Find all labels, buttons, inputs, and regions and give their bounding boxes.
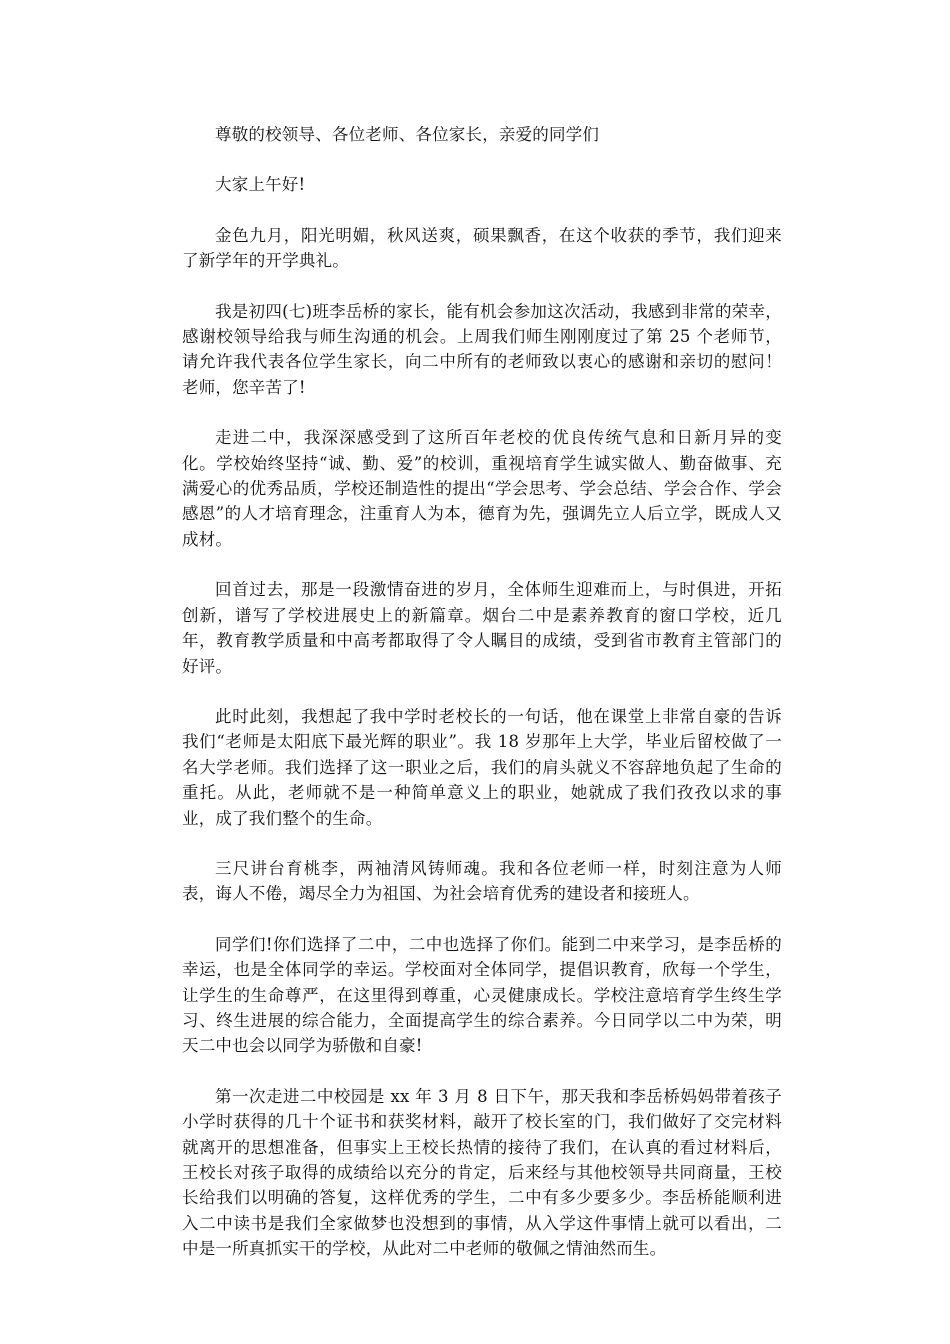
paragraph: 回首过去，那是一段激情奋进的岁月，全体师生迎难而上，与时俱进，开拓创新，谱写了学校进展史上的新篇章。烟台二中是素养教育的窗口学校，近几年，教育教学质量和中高考都取得了令人瞩目的成绩，受到省市教育主管部门的好评。	[182, 580, 782, 676]
document-page	[182, 122, 782, 1287]
paragraph: 同学们!你们选择了二中，二中也选择了你们。能到二中来学习，是李岳桥的幸运，也是全体同学的幸运。学校面对全体同学，提倡识教育，欣每一个学生，让学生的生命尊严，在这里得到尊重，心灵健康成长。学校注意培育学生终生学习、终生进展的综合能力，全面提高学生的综合素养。今日同学以二中为荣，明天二中也会以同学为骄傲和自豪!	[182, 934, 782, 1056]
greeting: 大家上午好!	[215, 175, 306, 195]
paragraph: 我是初四(七)班李岳桥的家长，能有机会参加这次活动，我感到非常的荣幸，感谢校领导给我与师生沟通的机会。上周我们师生刚刚度过了第 25 个老师节，请允许我代表各位学生家长，向二中所有的老师致以衷心的感谢和亲切的慰问！老师，您辛苦了!	[182, 301, 782, 397]
paragraph: 金色九月，阳光明媚，秋风送爽，硕果飘香，在这个收获的季节，我们迎来了新学年的开学典礼。	[182, 225, 782, 271]
paragraph: 三尺讲台育桃李，两袖清风铸师魂。我和各位老师一样，时刻注意为人师表，诲人不倦，竭尽全力为祖国、为社会培育优秀的建设者和接班人。	[182, 858, 782, 904]
paragraph: 走进二中，我深深感受到了这所百年老校的优良传统气息和日新月异的变化。学校始终坚持“诚、勤、爱”的校训，重视培育学生诚实做人、勤奋做事、充满爱心的优秀品质，学校还制造性的提出“学会思考、学会总结、学会合作、学会感恩”的人才培育理念，注重育人为本，德育为先，强调先立人后立学，既成人又成材。	[182, 428, 782, 549]
paragraph: 此时此刻，我想起了我中学时老校长的一句话，他在课堂上非常自豪的告诉我们“老师是太阳底下最光辉的职业”。我 18 岁那年上大学，毕业后留校做了一名大学老师。我们选择了这一职业之后，我们的肩头就义不容辞地负起了生命的重托。从此，老师就不是一种简单意义上的职业，她就成了我们孜孜以求的事业，成了我们整个的生命。	[182, 706, 782, 828]
salutation: 尊敬的校领导、各位老师、各位家长，亲爱的同学们	[215, 125, 600, 144]
paragraph: 第一次走进二中校园是 xx 年 3 月 8 日下午，那天我和李岳桥妈妈带着孩子小学时获得的几十个证书和获奖材料，敲开了校长室的门，我们做好了交完材料就离开的思想准备，但事实上王校长热情的接待了我们，在认真的看过材料后，王校长对孩子取得的成绩给以充分的肯定，后来经与其他校领导共同商量，王校长给我们以明确的答复，这样优秀的学生，二中有多少要多少。李岳桥能顺利进入二中读书是我们全家做梦也没想到的事情，从入学这件事情上就可以看出，二中是一所真抓实干的学校，从此对二中老师的敬佩之情油然而生。	[182, 1086, 782, 1259]
